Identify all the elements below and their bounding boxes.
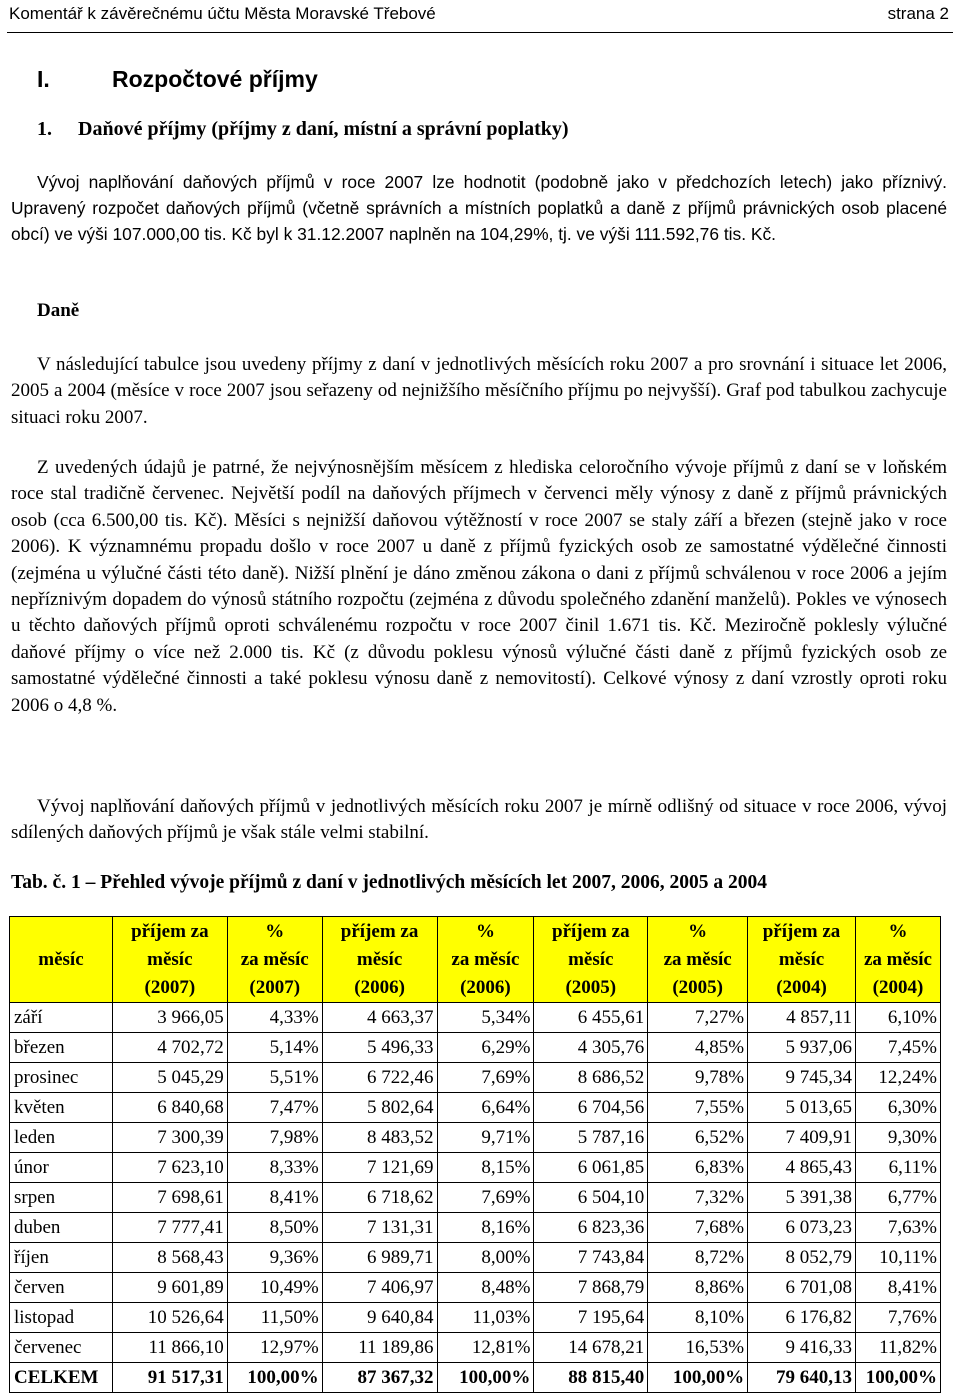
value-cell: 9,71%: [437, 1123, 534, 1153]
section-number: I.: [37, 66, 50, 92]
column-header-line: (2006): [460, 976, 511, 998]
value-cell: 7 195,64: [534, 1303, 648, 1333]
table-header-row: [10, 917, 941, 1003]
column-header: [534, 917, 648, 1003]
month-cell: duben: [10, 1213, 113, 1243]
value-cell: 6,77%: [855, 1183, 940, 1213]
column-header: [112, 917, 227, 1003]
value-cell: 8,10%: [648, 1303, 748, 1333]
value-cell: 7,68%: [648, 1213, 748, 1243]
month-cell: srpen: [10, 1183, 113, 1213]
value-cell: 6,10%: [855, 1003, 940, 1033]
table-row: [10, 1063, 941, 1093]
month-cell: listopad: [10, 1303, 113, 1333]
column-header: [437, 917, 534, 1003]
value-cell: 7,27%: [648, 1003, 748, 1033]
value-cell: 7 406,97: [322, 1273, 437, 1303]
total-label-cell: CELKEM: [10, 1363, 113, 1393]
value-cell: 3 966,05: [112, 1003, 227, 1033]
value-cell: 14 678,21: [534, 1333, 648, 1363]
value-cell: 6 176,82: [748, 1303, 856, 1333]
paragraph-2-text: Z uvedených údajů je patrné, že nejvýnosnějším měsícem z hlediska celoročního vývoje příjmů z daní se v loňském roce stal tradičně červenec. Největší podíl na daňových příjmech v červenci měly výnosy z daně z příjmů právnických osob (cca 6.500,00 tis. Kč). Měsíci s nejnižší daňovou výtěžností v roce 2007 se staly září a březen (stejně jako v roce 2006). K významnému propadu došlo v roce 2007 u daně z příjmů fyzických osob ze samostatné výdělečné činnosti (zejména u výlučné části této daně). Nižší plnění je dáno změnou zákona o dani z příjmů schválenou v roce 2006 a jejím nepříznivým dopadem do výnosů státního rozpočtu (zejména z důvodu společného zdanění manželů). Pokles ve výnosech u těchto daňových příjmů oproti schválenému rozpočtu v roce 2007 činil 1.671 tis. Kč. Meziročně poklesly výlučné daňové příjmy o více než 2.000 tis. Kč (z důvodu poklesu výnosů výlučné části daně z příjmů fyzických osob ze samostatné výdělečné činnosti a také poklesu výnosu daně z nemovitostí). Celkové výnosy z daní vzrostly oproti roku 2006 o 4,8 %.: [11, 457, 947, 716]
subsection-title: Daňové příjmy (příjmy z daní, místní a správní poplatky): [78, 118, 569, 140]
table-row: [10, 1213, 941, 1243]
paragraph-1: [11, 352, 947, 431]
value-cell: 6 989,71: [322, 1243, 437, 1273]
table-total-row: [10, 1363, 941, 1393]
value-cell: 8,16%: [437, 1213, 534, 1243]
value-cell: 9,36%: [227, 1243, 322, 1273]
table-row: [10, 1183, 941, 1213]
value-cell: 4 305,76: [534, 1033, 648, 1063]
value-cell: 7,69%: [437, 1183, 534, 1213]
value-cell: 5,34%: [437, 1003, 534, 1033]
column-header-line: za měsíc: [451, 948, 520, 970]
value-cell: 8,41%: [227, 1183, 322, 1213]
month-cell: březen: [10, 1033, 113, 1063]
value-cell: 7,47%: [227, 1093, 322, 1123]
value-cell: 6 704,56: [534, 1093, 648, 1123]
value-cell: 7 300,39: [112, 1123, 227, 1153]
value-cell: 11 189,86: [322, 1333, 437, 1363]
value-cell: 16,53%: [648, 1333, 748, 1363]
value-cell: 10,49%: [227, 1273, 322, 1303]
table-row: [10, 1273, 941, 1303]
value-cell: 12,97%: [227, 1333, 322, 1363]
total-value-cell: 100,00%: [648, 1363, 748, 1393]
total-value-cell: 100,00%: [855, 1363, 940, 1393]
value-cell: 6,64%: [437, 1093, 534, 1123]
value-cell: 5,14%: [227, 1033, 322, 1063]
value-cell: 4 865,43: [748, 1153, 856, 1183]
value-cell: 5 496,33: [322, 1033, 437, 1063]
value-cell: 5 391,38: [748, 1183, 856, 1213]
column-header-line: %: [888, 920, 908, 942]
column-header-line: %: [688, 920, 708, 942]
value-cell: 8,41%: [855, 1273, 940, 1303]
table-row: [10, 1123, 941, 1153]
value-cell: 4,85%: [648, 1033, 748, 1063]
value-cell: 5 802,64: [322, 1093, 437, 1123]
table-row: [10, 1033, 941, 1063]
paragraph-3-text: Vývoj naplňování daňových příjmů v jednotlivých měsících roku 2007 je mírně odlišný od situace v roce 2006, vývoj sdílených daňových příjmů je však stále velmi stabilní.: [11, 796, 947, 844]
value-cell: 4 857,11: [748, 1003, 856, 1033]
value-cell: 8,33%: [227, 1153, 322, 1183]
column-header-line: %: [475, 920, 495, 942]
paragraph-1-text: V následující tabulce jsou uvedeny příjmy z daní v jednotlivých měsících roku 2007 a pro srovnání i situace let 2006, 2005 a 2004 (měsíce v roce 2007 jsou seřazeny od nejnižšího měsíčního příjmu po nejvyšší). Graf pod tabulkou zachycuje situaci roku 2007.: [11, 354, 947, 428]
table-row: [10, 1153, 941, 1183]
month-cell: prosinec: [10, 1063, 113, 1093]
value-cell: 6 455,61: [534, 1003, 648, 1033]
column-header-line: (2004): [872, 976, 924, 998]
value-cell: 12,24%: [855, 1063, 940, 1093]
column-header: [855, 917, 940, 1003]
value-cell: 7,76%: [855, 1303, 940, 1333]
value-cell: 7 868,79: [534, 1273, 648, 1303]
value-cell: 9 745,34: [748, 1063, 856, 1093]
page-header: [7, 0, 953, 33]
column-header-line: měsíc: [778, 948, 825, 970]
intro-paragraph: [11, 169, 947, 247]
column-header-line: (2005): [565, 976, 617, 998]
subsection-number: 1.: [37, 118, 52, 140]
value-cell: 4,33%: [227, 1003, 322, 1033]
value-cell: 6 823,36: [534, 1213, 648, 1243]
value-cell: 6 504,10: [534, 1183, 648, 1213]
table-row: [10, 1003, 941, 1033]
table-row: [10, 1243, 941, 1273]
column-header-line: měsíc: [147, 948, 193, 970]
value-cell: 6,83%: [648, 1153, 748, 1183]
table-row: [10, 1333, 941, 1363]
value-cell: 9 601,89: [112, 1273, 227, 1303]
value-cell: 11,50%: [227, 1303, 322, 1333]
month-cell: červenec: [10, 1333, 113, 1363]
month-cell: únor: [10, 1153, 113, 1183]
column-header-line: (2007): [144, 976, 196, 998]
column-header-line: za měsíc: [863, 948, 932, 970]
month-cell: říjen: [10, 1243, 113, 1273]
value-cell: 7,55%: [648, 1093, 748, 1123]
value-cell: 6,30%: [855, 1093, 940, 1123]
value-cell: 8,48%: [437, 1273, 534, 1303]
table-title: Tab. č. 1 – Přehled vývoje příjmů z daní v jednotlivých měsících let 2007, 2006, 2005 a 2004: [11, 872, 767, 893]
value-cell: 8,50%: [227, 1213, 322, 1243]
value-cell: 7 623,10: [112, 1153, 227, 1183]
column-header-line: (2007): [249, 976, 301, 998]
value-cell: 8 568,43: [112, 1243, 227, 1273]
value-cell: 8 686,52: [534, 1063, 648, 1093]
value-cell: 7 131,31: [322, 1213, 437, 1243]
value-cell: 5 937,06: [748, 1033, 856, 1063]
value-cell: 7 777,41: [112, 1213, 227, 1243]
value-cell: 5,51%: [227, 1063, 322, 1093]
value-cell: 6 061,85: [534, 1153, 648, 1183]
value-cell: 6 718,62: [322, 1183, 437, 1213]
value-cell: 6,52%: [648, 1123, 748, 1153]
value-cell: 6,11%: [855, 1153, 940, 1183]
value-cell: 8,86%: [648, 1273, 748, 1303]
value-cell: 7,69%: [437, 1063, 534, 1093]
column-header-line: příjem za: [131, 920, 209, 942]
total-value-cell: 79 640,13: [748, 1363, 856, 1393]
value-cell: 7,98%: [227, 1123, 322, 1153]
value-cell: 7 121,69: [322, 1153, 437, 1183]
column-header-line: příjem za: [552, 920, 630, 942]
value-cell: 7,45%: [855, 1033, 940, 1063]
intro-text: Vývoj naplňování daňových příjmů v roce 2007 lze hodnotit (podobně jako v předchozích letech) jako příznivý. Upravený rozpočet daňových příjmů (včetně správních a místních poplatků a daně z příjmů právnických osob placené obcí) ve výši 107.000,00 tis. Kč byl k 31.12.2007 naplněn na 104,29%, tj. ve výši 111.592,76 tis. Kč.: [11, 172, 947, 244]
column-header: [748, 917, 856, 1003]
page-number: strana 2: [887, 4, 949, 23]
value-cell: 9,78%: [648, 1063, 748, 1093]
value-cell: 11 866,10: [112, 1333, 227, 1363]
total-value-cell: 87 367,32: [322, 1363, 437, 1393]
value-cell: 4 663,37: [322, 1003, 437, 1033]
value-cell: 7 409,91: [748, 1123, 856, 1153]
column-header-line: (2004): [776, 976, 827, 998]
value-cell: 5 013,65: [748, 1093, 856, 1123]
value-cell: 10,11%: [855, 1243, 940, 1273]
header-title: Komentář k závěrečnému účtu Města Moravské Třebové: [9, 4, 436, 23]
column-header: [648, 917, 748, 1003]
tax-income-table: [9, 916, 941, 1393]
month-cell: červen: [10, 1273, 113, 1303]
dane-heading: Daně: [37, 300, 80, 321]
total-value-cell: 100,00%: [437, 1363, 534, 1393]
column-header-line: za měsíc: [663, 948, 732, 970]
paragraph-2: [11, 455, 947, 719]
total-value-cell: 88 815,40: [534, 1363, 648, 1393]
table-row: [10, 1303, 941, 1333]
column-header: [322, 917, 437, 1003]
column-header-line: příjem za: [340, 920, 419, 942]
value-cell: 9 416,33: [748, 1333, 856, 1363]
column-header-line: (2005): [672, 976, 723, 998]
value-cell: 7,32%: [648, 1183, 748, 1213]
column-header-line: za měsíc: [240, 948, 309, 970]
value-cell: 8 052,79: [748, 1243, 856, 1273]
month-cell: leden: [10, 1123, 113, 1153]
column-header-line: (2006): [354, 976, 405, 998]
value-cell: 6 701,08: [748, 1273, 856, 1303]
value-cell: 5 787,16: [534, 1123, 648, 1153]
value-cell: 7,63%: [855, 1213, 940, 1243]
value-cell: 7 743,84: [534, 1243, 648, 1273]
paragraph-3: [11, 794, 947, 847]
column-header-line: měsíc: [356, 948, 403, 970]
month-cell: září: [10, 1003, 113, 1033]
value-cell: 6 722,46: [322, 1063, 437, 1093]
total-value-cell: 100,00%: [227, 1363, 322, 1393]
column-header-line: měsíc: [38, 948, 84, 970]
subsection-heading: [37, 118, 569, 141]
column-header-line: příjem za: [762, 920, 841, 942]
value-cell: 8,00%: [437, 1243, 534, 1273]
value-cell: 5 045,29: [112, 1063, 227, 1093]
value-cell: 8,72%: [648, 1243, 748, 1273]
column-header: [10, 917, 113, 1003]
value-cell: 11,03%: [437, 1303, 534, 1333]
value-cell: 11,82%: [855, 1333, 940, 1363]
table-body: [10, 1003, 941, 1393]
column-header: [227, 917, 322, 1003]
month-cell: květen: [10, 1093, 113, 1123]
table-row: [10, 1093, 941, 1123]
value-cell: 8,15%: [437, 1153, 534, 1183]
value-cell: 6,29%: [437, 1033, 534, 1063]
value-cell: 7 698,61: [112, 1183, 227, 1213]
value-cell: 10 526,64: [112, 1303, 227, 1333]
column-header-line: %: [265, 920, 285, 942]
value-cell: 12,81%: [437, 1333, 534, 1363]
value-cell: 9 640,84: [322, 1303, 437, 1333]
column-header-line: měsíc: [568, 948, 614, 970]
total-value-cell: 91 517,31: [112, 1363, 227, 1393]
value-cell: 9,30%: [855, 1123, 940, 1153]
value-cell: 8 483,52: [322, 1123, 437, 1153]
section-heading: [37, 66, 318, 93]
value-cell: 6 840,68: [112, 1093, 227, 1123]
section-title: Rozpočtové příjmy: [112, 66, 318, 92]
value-cell: 6 073,23: [748, 1213, 856, 1243]
value-cell: 4 702,72: [112, 1033, 227, 1063]
